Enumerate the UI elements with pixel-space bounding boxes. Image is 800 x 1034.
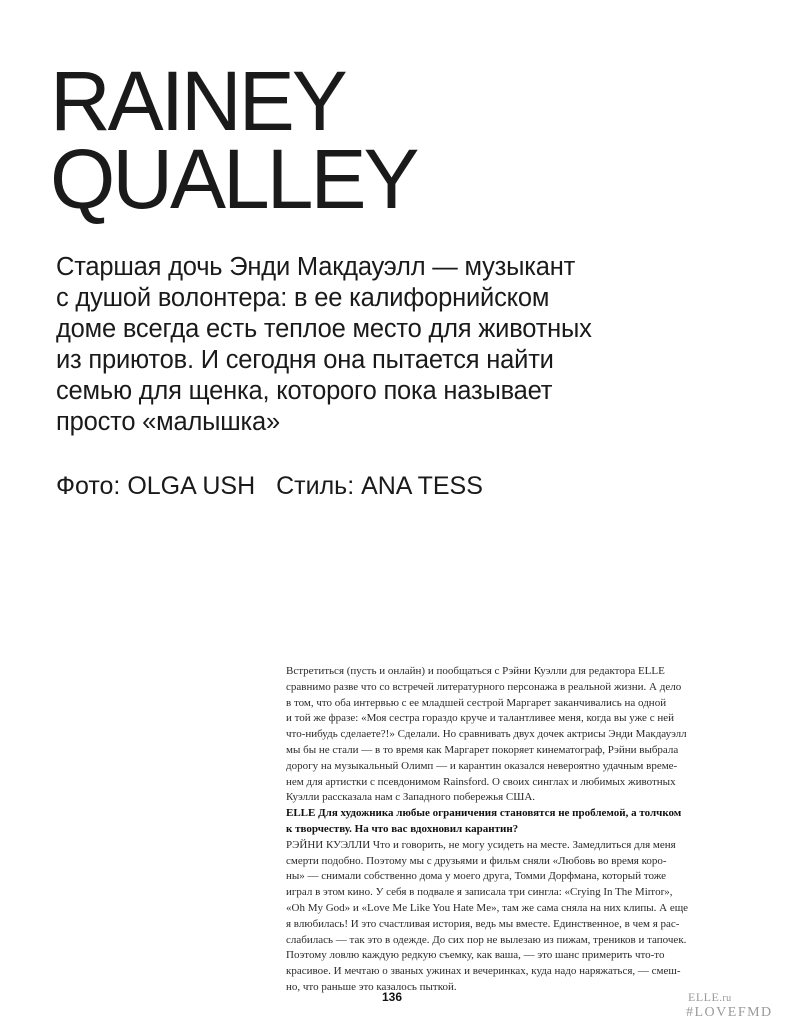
body-line: нем для артистки с псевдонимом Rainsford. О своих синглах и любимых животных [286, 775, 676, 788]
title-line-2: QUALLEY [50, 132, 417, 226]
body-line: слабилась — так это в одежде. До сих пор не вылезаю из пижам, треников и тапочек. [286, 933, 687, 946]
body-line: сравнимо разве что со встречей литературного персонажа в реальной жизни. А дело [286, 680, 682, 693]
hashtag-watermark: #LOVEFMD [686, 1005, 773, 1020]
lede-line: доме всегда есть теплое место для животных [56, 315, 592, 343]
lede-line: Старшая дочь Энди Макдауэлл — музыкант [56, 253, 576, 281]
elle-watermark-suffix: .ru [719, 993, 732, 1004]
title-line-1: RAINEY [50, 54, 345, 148]
page-number: 136 [382, 990, 403, 1004]
lede-line: с душой волонтера: в ее калифорнийском [56, 284, 550, 312]
lede-line: просто «малышка» [56, 408, 281, 436]
question-line: ELLE Для художника любые ограничения становятся не проблемой, а толчком [286, 807, 682, 820]
body-line: «Oh My God» и «Love Me Like You Hate Me», там же сама сняла на них клипы. А еще [286, 901, 689, 914]
photo-credit: Фото: OLGA USH [56, 472, 256, 500]
body-line: мы бы не стали — в то время как Маргарет покоряет кинематограф, Рэйни выбрала [286, 743, 679, 756]
lede-paragraph [56, 252, 746, 438]
style-credit: Стиль: ANA TESS [276, 472, 483, 500]
photo-credits [56, 472, 483, 501]
article-title [50, 54, 750, 226]
body-line: РЭЙНИ КУЭЛЛИ Что и говорить, не могу усидеть на месте. Замедлиться для меня [286, 838, 676, 851]
lede-line: из приютов. И сегодня она пытается найти [56, 346, 554, 374]
question-line: к творчеству. На что вас вдохновил карантин? [286, 822, 519, 835]
body-line: в том, что оба интервью с ее младшей сестрой Маргарет заканчивались на одной [286, 696, 667, 709]
body-line: Встретиться (пусть и онлайн) и пообщаться с Рэйни Куэлли для редактора ELLE [286, 665, 665, 677]
elle-watermark-text: ELLE [688, 990, 720, 1004]
body-line: что-нибудь сделаете?!» Сделали. Но сравнивать двух дочек актрисы Энди Макдауэлл [286, 728, 687, 741]
elle-watermark [688, 990, 732, 1005]
body-line: дорогу на музыкальный Олимп — и карантин оказался невероятно удачным време- [286, 759, 678, 772]
body-line: ны» — снимали собственно дома у моего друга, Томми Дорфмана, который тоже [286, 870, 667, 883]
body-line: и той же фразе: «Моя сестра гораздо круче и талантливее меня, когда вы уже с ней [286, 712, 674, 725]
article-body [286, 664, 766, 996]
body-line: я влюбилась! И это счастливая история, ведь мы вместе. Единственное, в чем я рас- [286, 917, 680, 930]
body-line: красивое. И мечтаю о званых ужинах и вечеринках, куда надо наряжаться, — смеш- [286, 965, 681, 978]
body-line: Поэтому ловлю каждую редкую съемку, как ваша, — это шанс примерить что-то [286, 949, 665, 962]
body-line: играл в этом кино. У себя в подвале я записала три сингла: «Crying In The Mirror», [286, 886, 673, 899]
lede-line: семью для щенка, которого пока называет [56, 377, 553, 405]
body-line: смерти подобно. Поэтому мы с друзьями и фильм сняли «Любовь во время коро- [286, 854, 667, 867]
body-line: Куэлли рассказала нам с Западного побережья США. [286, 791, 536, 804]
body-line: но, что раньше это казалось пыткой. [286, 980, 457, 993]
